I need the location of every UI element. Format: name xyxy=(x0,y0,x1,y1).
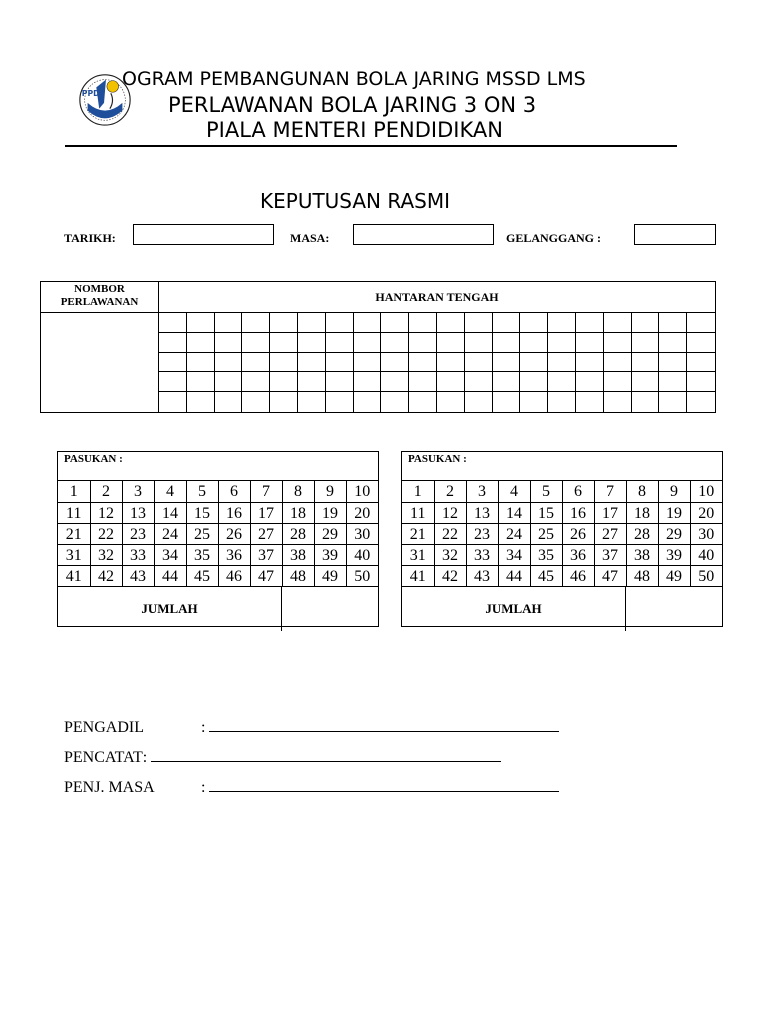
centre-pass-cell[interactable] xyxy=(270,353,298,373)
score-cell[interactable]: 49 xyxy=(658,566,690,587)
score-cell[interactable]: 47 xyxy=(594,566,626,587)
team-b-header[interactable] xyxy=(402,452,722,481)
centre-pass-cell[interactable] xyxy=(242,392,270,412)
score-cell[interactable]: 14 xyxy=(154,503,186,524)
centre-pass-cell[interactable] xyxy=(632,333,660,353)
centre-pass-cell[interactable] xyxy=(520,353,548,373)
centre-pass-cell[interactable] xyxy=(242,353,270,373)
score-cell[interactable]: 37 xyxy=(594,545,626,566)
score-cell[interactable]: 24 xyxy=(154,524,186,545)
score-cell[interactable]: 16 xyxy=(218,503,250,524)
centre-pass-cell[interactable] xyxy=(520,372,548,392)
centre-pass-cell[interactable] xyxy=(687,333,715,353)
score-row xyxy=(58,545,378,566)
centre-pass-cell[interactable] xyxy=(437,372,465,392)
score-cell[interactable]: 5 xyxy=(186,481,218,503)
centre-pass-cell[interactable] xyxy=(159,392,187,412)
score-cell[interactable]: 19 xyxy=(658,503,690,524)
centre-pass-cell[interactable] xyxy=(465,313,493,333)
centre-pass-cell[interactable] xyxy=(381,372,409,392)
centre-pass-cell[interactable] xyxy=(187,353,215,373)
score-cell[interactable]: 29 xyxy=(658,524,690,545)
score-cell[interactable]: 6 xyxy=(218,481,250,503)
centre-pass-cell[interactable] xyxy=(632,372,660,392)
centre-pass-cell[interactable] xyxy=(270,333,298,353)
score-cell[interactable]: 23 xyxy=(466,524,498,545)
score-cell[interactable]: 14 xyxy=(498,503,530,524)
score-cell[interactable]: 38 xyxy=(626,545,658,566)
centre-pass-cell[interactable] xyxy=(659,392,687,412)
score-cell[interactable]: 10 xyxy=(346,481,378,503)
centre-pass-cell[interactable] xyxy=(187,372,215,392)
tarikh-field[interactable] xyxy=(133,224,274,245)
centre-pass-cell[interactable] xyxy=(632,353,660,373)
score-cell[interactable]: 11 xyxy=(58,503,90,524)
penj-masa-label: PENJ. MASA xyxy=(64,779,155,796)
centre-pass-cell[interactable] xyxy=(604,372,632,392)
centre-pass-cell[interactable] xyxy=(215,313,243,333)
score-cell[interactable]: 50 xyxy=(346,566,378,587)
team-a-header[interactable] xyxy=(58,452,378,481)
centre-pass-cell[interactable] xyxy=(409,392,437,412)
score-cell[interactable]: 44 xyxy=(154,566,186,587)
team-b-score-grid xyxy=(402,481,722,587)
centre-pass-cell[interactable] xyxy=(520,333,548,353)
score-cell[interactable]: 49 xyxy=(314,566,346,587)
centre-pass-cell[interactable] xyxy=(548,313,576,333)
team-b-label: PASUKAN : xyxy=(408,453,467,465)
score-cell[interactable]: 12 xyxy=(434,503,466,524)
pengadil-label: PENGADIL xyxy=(64,719,144,736)
team-b-total-row xyxy=(402,587,722,631)
centre-pass-cell[interactable] xyxy=(326,372,354,392)
score-cell[interactable]: 42 xyxy=(434,566,466,587)
score-cell[interactable]: 43 xyxy=(466,566,498,587)
centre-pass-cell[interactable] xyxy=(242,313,270,333)
pengadil-line[interactable] xyxy=(209,717,559,732)
centre-pass-cell[interactable] xyxy=(493,392,521,412)
header-rule xyxy=(65,145,677,147)
centre-pass-cell[interactable] xyxy=(409,353,437,373)
centre-pass-cell[interactable] xyxy=(687,313,715,333)
centre-pass-cell[interactable] xyxy=(187,333,215,353)
team-b-total-field[interactable] xyxy=(626,587,722,631)
score-cell[interactable]: 8 xyxy=(626,481,658,503)
score-cell[interactable]: 23 xyxy=(122,524,154,545)
centre-pass-cell[interactable] xyxy=(576,372,604,392)
penj-masa-separator: : xyxy=(201,779,206,796)
centre-pass-cell[interactable] xyxy=(604,392,632,412)
centre-pass-cell[interactable] xyxy=(381,353,409,373)
score-cell[interactable]: 48 xyxy=(626,566,658,587)
team-a-score-grid xyxy=(58,481,378,587)
centre-pass-cell[interactable] xyxy=(215,392,243,412)
centre-pass-cell[interactable] xyxy=(298,353,326,373)
centre-pass-cell[interactable] xyxy=(298,333,326,353)
masa-field[interactable] xyxy=(353,224,494,245)
centre-pass-cell[interactable] xyxy=(493,353,521,373)
centre-pass-cell[interactable] xyxy=(687,372,715,392)
centre-pass-cell[interactable] xyxy=(576,313,604,333)
team-a-total-label: JUMLAH xyxy=(58,587,282,631)
score-cell[interactable]: 39 xyxy=(314,545,346,566)
centre-pass-cell[interactable] xyxy=(215,372,243,392)
centre-pass-cell[interactable] xyxy=(409,333,437,353)
centre-pass-cell[interactable] xyxy=(437,353,465,373)
centre-pass-cell[interactable] xyxy=(659,333,687,353)
match-number-header: NOMBOR PERLAWANAN xyxy=(41,282,158,313)
centre-pass-table xyxy=(40,281,716,413)
score-cell[interactable]: 28 xyxy=(282,524,314,545)
score-cell[interactable]: 32 xyxy=(90,545,122,566)
trophy-title: PIALA MENTERI PENDIDIKAN xyxy=(206,118,503,142)
score-cell[interactable]: 5 xyxy=(530,481,562,503)
score-cell[interactable]: 45 xyxy=(530,566,562,587)
centre-pass-cell[interactable] xyxy=(632,392,660,412)
score-cell[interactable]: 48 xyxy=(282,566,314,587)
centre-pass-cell[interactable] xyxy=(465,392,493,412)
score-cell[interactable]: 19 xyxy=(314,503,346,524)
centre-pass-grid xyxy=(159,313,715,412)
centre-pass-cell[interactable] xyxy=(493,313,521,333)
score-cell[interactable]: 20 xyxy=(690,503,722,524)
team-b-scoresheet xyxy=(401,451,723,627)
score-cell[interactable]: 35 xyxy=(186,545,218,566)
score-cell[interactable]: 24 xyxy=(498,524,530,545)
centre-pass-cell[interactable] xyxy=(465,353,493,373)
pencatat-separator: : xyxy=(142,749,148,766)
score-cell[interactable]: 4 xyxy=(498,481,530,503)
centre-pass-cell[interactable] xyxy=(437,313,465,333)
score-cell[interactable]: 1 xyxy=(402,481,434,503)
centre-pass-cell[interactable] xyxy=(354,392,382,412)
score-cell[interactable]: 10 xyxy=(690,481,722,503)
score-cell[interactable]: 9 xyxy=(658,481,690,503)
score-cell[interactable]: 18 xyxy=(282,503,314,524)
score-cell[interactable]: 40 xyxy=(690,545,722,566)
score-cell[interactable]: 47 xyxy=(250,566,282,587)
team-b-total-label: JUMLAH xyxy=(402,587,626,631)
score-cell[interactable]: 22 xyxy=(90,524,122,545)
score-row xyxy=(402,566,722,587)
centre-pass-cell[interactable] xyxy=(493,372,521,392)
centre-pass-cell[interactable] xyxy=(465,333,493,353)
centre-pass-cell[interactable] xyxy=(270,313,298,333)
centre-pass-cell[interactable] xyxy=(298,313,326,333)
score-cell[interactable]: 3 xyxy=(122,481,154,503)
pencatat-line[interactable] xyxy=(151,747,501,762)
centre-pass-cell[interactable] xyxy=(604,333,632,353)
signature-pencatat xyxy=(64,747,501,767)
centre-pass-cell[interactable] xyxy=(242,372,270,392)
signature-pengadil xyxy=(64,717,559,737)
centre-pass-cell[interactable] xyxy=(576,392,604,412)
score-cell[interactable]: 27 xyxy=(250,524,282,545)
centre-pass-cell[interactable] xyxy=(326,353,354,373)
centre-pass-cell[interactable] xyxy=(354,313,382,333)
score-cell[interactable]: 21 xyxy=(58,524,90,545)
score-cell[interactable]: 34 xyxy=(498,545,530,566)
pengadil-separator: : xyxy=(201,719,206,736)
centre-pass-cell[interactable] xyxy=(659,353,687,373)
penj-masa-line[interactable] xyxy=(209,777,559,792)
score-cell[interactable]: 25 xyxy=(186,524,218,545)
centre-pass-section xyxy=(159,282,715,412)
score-row xyxy=(58,566,378,587)
team-a-label: PASUKAN : xyxy=(64,453,123,465)
score-cell[interactable]: 15 xyxy=(530,503,562,524)
team-a-scoresheet xyxy=(57,451,379,627)
centre-pass-cell[interactable] xyxy=(520,313,548,333)
score-cell[interactable]: 40 xyxy=(346,545,378,566)
score-cell[interactable]: 44 xyxy=(498,566,530,587)
score-cell[interactable]: 41 xyxy=(402,566,434,587)
score-cell[interactable]: 7 xyxy=(250,481,282,503)
centre-pass-cell[interactable] xyxy=(381,333,409,353)
centre-pass-header: HANTARAN TENGAH xyxy=(159,282,715,313)
centre-pass-cell[interactable] xyxy=(548,372,576,392)
score-row xyxy=(402,524,722,545)
centre-pass-cell[interactable] xyxy=(270,372,298,392)
centre-pass-cell[interactable] xyxy=(270,392,298,412)
gelanggang-label: GELANGGANG : xyxy=(506,231,602,245)
score-cell[interactable]: 6 xyxy=(562,481,594,503)
score-cell[interactable]: 29 xyxy=(314,524,346,545)
score-cell[interactable]: 28 xyxy=(626,524,658,545)
centre-pass-cell[interactable] xyxy=(437,392,465,412)
centre-pass-cell[interactable] xyxy=(465,372,493,392)
score-cell[interactable]: 1 xyxy=(58,481,90,503)
score-row xyxy=(402,545,722,566)
centre-pass-cell[interactable] xyxy=(548,333,576,353)
score-cell[interactable]: 11 xyxy=(402,503,434,524)
score-cell[interactable]: 21 xyxy=(402,524,434,545)
event-title: PERLAWANAN BOLA JARING 3 ON 3 xyxy=(168,93,537,117)
centre-pass-cell[interactable] xyxy=(354,353,382,373)
centre-pass-cell[interactable] xyxy=(215,353,243,373)
centre-pass-cell[interactable] xyxy=(632,313,660,333)
centre-pass-cell[interactable] xyxy=(242,333,270,353)
score-cell[interactable]: 36 xyxy=(562,545,594,566)
centre-pass-cell[interactable] xyxy=(187,392,215,412)
score-cell[interactable]: 13 xyxy=(122,503,154,524)
score-cell[interactable]: 33 xyxy=(466,545,498,566)
team-a-total-row xyxy=(58,587,378,631)
score-row xyxy=(58,524,378,545)
score-cell[interactable]: 46 xyxy=(562,566,594,587)
tarikh-label: TARIKH: xyxy=(64,231,116,245)
centre-pass-cell[interactable] xyxy=(354,372,382,392)
centre-pass-cell[interactable] xyxy=(409,372,437,392)
score-cell[interactable]: 34 xyxy=(154,545,186,566)
score-row xyxy=(402,503,722,524)
centre-pass-cell[interactable] xyxy=(409,313,437,333)
masa-label: MASA: xyxy=(290,231,330,245)
score-cell[interactable]: 12 xyxy=(90,503,122,524)
score-cell[interactable]: 30 xyxy=(346,524,378,545)
score-cell[interactable]: 35 xyxy=(530,545,562,566)
score-cell[interactable]: 25 xyxy=(530,524,562,545)
score-cell[interactable]: 3 xyxy=(466,481,498,503)
gelanggang-field[interactable] xyxy=(634,224,716,245)
centre-pass-cell[interactable] xyxy=(326,313,354,333)
score-cell[interactable]: 38 xyxy=(282,545,314,566)
score-row xyxy=(58,481,378,503)
centre-pass-cell[interactable] xyxy=(659,313,687,333)
score-cell[interactable]: 39 xyxy=(658,545,690,566)
centre-pass-cell[interactable] xyxy=(687,353,715,373)
centre-pass-cell[interactable] xyxy=(604,353,632,373)
score-cell[interactable]: 31 xyxy=(58,545,90,566)
centre-pass-cell[interactable] xyxy=(659,372,687,392)
centre-pass-cell[interactable] xyxy=(576,353,604,373)
centre-pass-cell[interactable] xyxy=(381,313,409,333)
score-row xyxy=(58,503,378,524)
score-cell[interactable]: 4 xyxy=(154,481,186,503)
score-cell[interactable]: 8 xyxy=(282,481,314,503)
team-a-total-field[interactable] xyxy=(282,587,378,631)
centre-pass-cell[interactable] xyxy=(548,353,576,373)
score-cell[interactable]: 37 xyxy=(250,545,282,566)
score-cell[interactable]: 27 xyxy=(594,524,626,545)
centre-pass-cell[interactable] xyxy=(298,372,326,392)
score-cell[interactable]: 9 xyxy=(314,481,346,503)
score-cell[interactable]: 18 xyxy=(626,503,658,524)
score-row xyxy=(402,481,722,503)
score-cell[interactable]: 41 xyxy=(58,566,90,587)
score-cell[interactable]: 32 xyxy=(434,545,466,566)
centre-pass-cell[interactable] xyxy=(215,333,243,353)
svg-text:PPD: PPD xyxy=(81,89,100,99)
score-cell[interactable]: 50 xyxy=(690,566,722,587)
centre-pass-cell[interactable] xyxy=(298,392,326,412)
program-title: OGRAM PEMBANGUNAN BOLA JARING MSSD LMS xyxy=(122,68,586,90)
score-cell[interactable]: 15 xyxy=(186,503,218,524)
centre-pass-cell[interactable] xyxy=(159,353,187,373)
score-cell[interactable]: 33 xyxy=(122,545,154,566)
centre-pass-cell[interactable] xyxy=(159,372,187,392)
score-cell[interactable]: 45 xyxy=(186,566,218,587)
centre-pass-cell[interactable] xyxy=(187,313,215,333)
score-cell[interactable]: 31 xyxy=(402,545,434,566)
score-cell[interactable]: 30 xyxy=(690,524,722,545)
centre-pass-cell[interactable] xyxy=(437,333,465,353)
signature-penj-masa xyxy=(64,777,559,797)
centre-pass-cell[interactable] xyxy=(326,392,354,412)
score-cell[interactable]: 43 xyxy=(122,566,154,587)
score-cell[interactable]: 17 xyxy=(250,503,282,524)
match-number-column xyxy=(41,282,159,412)
score-cell[interactable]: 20 xyxy=(346,503,378,524)
centre-pass-cell[interactable] xyxy=(159,313,187,333)
score-cell[interactable]: 26 xyxy=(218,524,250,545)
score-cell[interactable]: 46 xyxy=(218,566,250,587)
score-cell[interactable]: 36 xyxy=(218,545,250,566)
pencatat-label: PENCATAT xyxy=(64,749,143,766)
score-cell[interactable]: 22 xyxy=(434,524,466,545)
score-cell[interactable]: 26 xyxy=(562,524,594,545)
centre-pass-cell[interactable] xyxy=(604,313,632,333)
score-cell[interactable]: 13 xyxy=(466,503,498,524)
score-cell[interactable]: 16 xyxy=(562,503,594,524)
sheet-title: KEPUTUSAN RASMI xyxy=(260,189,450,213)
centre-pass-cell[interactable] xyxy=(687,392,715,412)
score-cell[interactable]: 2 xyxy=(90,481,122,503)
score-cell[interactable]: 2 xyxy=(434,481,466,503)
score-cell[interactable]: 7 xyxy=(594,481,626,503)
centre-pass-cell[interactable] xyxy=(326,333,354,353)
centre-pass-cell[interactable] xyxy=(493,333,521,353)
centre-pass-cell[interactable] xyxy=(576,333,604,353)
match-number-cell[interactable] xyxy=(41,313,158,412)
centre-pass-cell[interactable] xyxy=(159,333,187,353)
centre-pass-cell[interactable] xyxy=(520,392,548,412)
score-cell[interactable]: 42 xyxy=(90,566,122,587)
centre-pass-cell[interactable] xyxy=(548,392,576,412)
centre-pass-cell[interactable] xyxy=(381,392,409,412)
centre-pass-cell[interactable] xyxy=(354,333,382,353)
score-cell[interactable]: 17 xyxy=(594,503,626,524)
